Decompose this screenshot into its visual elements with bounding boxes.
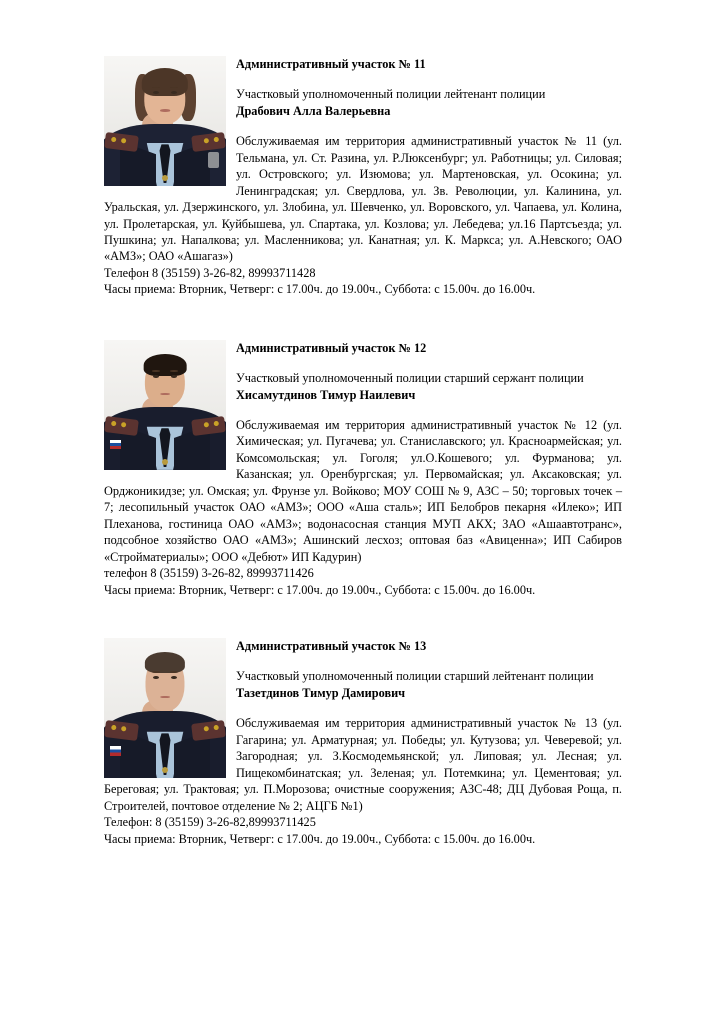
hours-line-11: Часы приема: Вторник, Четверг: с 17.00ч. до 19.00ч., Суббота: с 15.00ч. до 16.00ч. — [104, 282, 536, 297]
section-title-12: Административный участок № 12 — [236, 340, 427, 355]
phone-line-13: Телефон: 8 (35159) 3-26-82,89993711425 — [104, 815, 316, 830]
section-uchastok-11 — [104, 56, 622, 298]
section-spacer-1 — [104, 298, 622, 340]
officer-photo-13 — [104, 638, 226, 778]
phone-line-12: телефон 8 (35159) 3-26-82, 89993711426 — [104, 566, 314, 581]
officer-name-12: Хисамутдинов Тимур Наилевич — [236, 387, 416, 402]
officer-photo-11 — [104, 56, 226, 186]
officer-photo-12 — [104, 340, 226, 470]
hours-line-12: Часы приема: Вторник, Четверг: с 17.00ч. до 19.00ч., Суббота: с 15.00ч. до 16.00ч. — [104, 582, 536, 597]
officer-rank-11: Участковый уполномоченный полиции лейтенант полиции — [236, 87, 546, 102]
section-uchastok-13 — [104, 638, 622, 847]
officer-name-11: Драбович Алла Валерьевна — [236, 103, 391, 118]
section-spacer-2 — [104, 598, 622, 638]
territory-description-11: Обслуживаемая им территория административный участок № 11 (ул. Тельмана, ул. Ст. Разина, ул. Р.Люксенбург; ул. Работницы; ул. Силовая; ул. Островского; ул. Изюмова; ул. Мартеновская, ул. Осокина; ул. Ленинградская; ул. Свердлова, ул. Зв. Революции, ул. Калинина, ул. Уральская, ул. Дзержинского, ул. Злобина, ул. Шевченко, ул. Воровского, ул. Чапаева, ул. Колина, ул. Пролетарская, ул. Куйбышева, ул. Спартака, ул. Козлова; ул. Лебедева; ул.16 Партсъезда; ул. Пушкина; ул. Напалкова; ул. Масленникова; ул. Канатная; ул. К. Маркса; ул. А.Невского; ОАО «АМЗ»; ОАО «Ашагаз») — [104, 134, 622, 264]
section-title-13: Административный участок № 13 — [236, 639, 427, 654]
hours-line-13: Часы приема: Вторник, Четверг: с 17.00ч. до 19.00ч., Суббота: с 15.00ч. до 16.00ч. — [104, 831, 536, 846]
officer-name-13: Тазетдинов Тимур Дамирович — [236, 685, 406, 700]
section-title-11: Административный участок № 11 — [236, 57, 426, 71]
officer-rank-13: Участковый уполномоченный полиции старший лейтенант полиции — [236, 669, 594, 684]
territory-description-12: Обслуживаемая им территория административный участок № 12 (ул. Химическая; ул. Пугачева; ул. Станиславского; ул. Красноармейская; ул. Комсомольская; ул. Гоголя; ул.О.Кошевого; ул. Фурманова; ул. Казанская; ул. Оренбургская; ул. Первомайская; ул. Аксаковская; ул. Орджоникидзе; ул. Омская; ул. Фрунзе ул. Войково; МОУ СОШ № 9, АЗС – 50; торговых точек – 7; лесопильный участок ОАО «АМЗ»; ООО «Аша сталь»; ИП Белобров пекарня «Илеко»; ИП Плеханова, гостиница ОАО «АМЗ»; водонасосная станция МУП АКХ; ЗАО «Ашаавтотранс», подсобное хозяйство ОАО «АМЗ»; Ашинский лесхоз; оптовая баз «Авиценна»; ИП Сабиров «Стройматериалы»; ООО «Дебют» ИП Кадурин) — [104, 418, 622, 564]
section-uchastok-12 — [104, 340, 622, 598]
phone-line-11: Телефон 8 (35159) 3-26-82, 89993711428 — [104, 265, 316, 280]
document-body — [104, 56, 622, 847]
territory-description-13: Обслуживаемая им территория административный участок № 13 (ул. Гагарина; ул. Арматурная; ул. Победы; ул. Кутузова; ул. Чеверевой; ул. Загородная; ул. З.Космодемьянской; ул. Липовая; ул. Лесная; ул. Пищекомбинатская; ул. Зеленая; ул. Потемкина; ул. Цементовая; ул. Береговая; ул. Трактовая; ул. П.Морозова; очистные сооружения; АЗС-48; ДЦ Дубовая Роща, п. Строителей, почтовое отделение № 2; АЦГБ №1) — [104, 716, 622, 813]
officer-rank-12: Участковый уполномоченный полиции старший сержант полиции — [236, 371, 584, 386]
